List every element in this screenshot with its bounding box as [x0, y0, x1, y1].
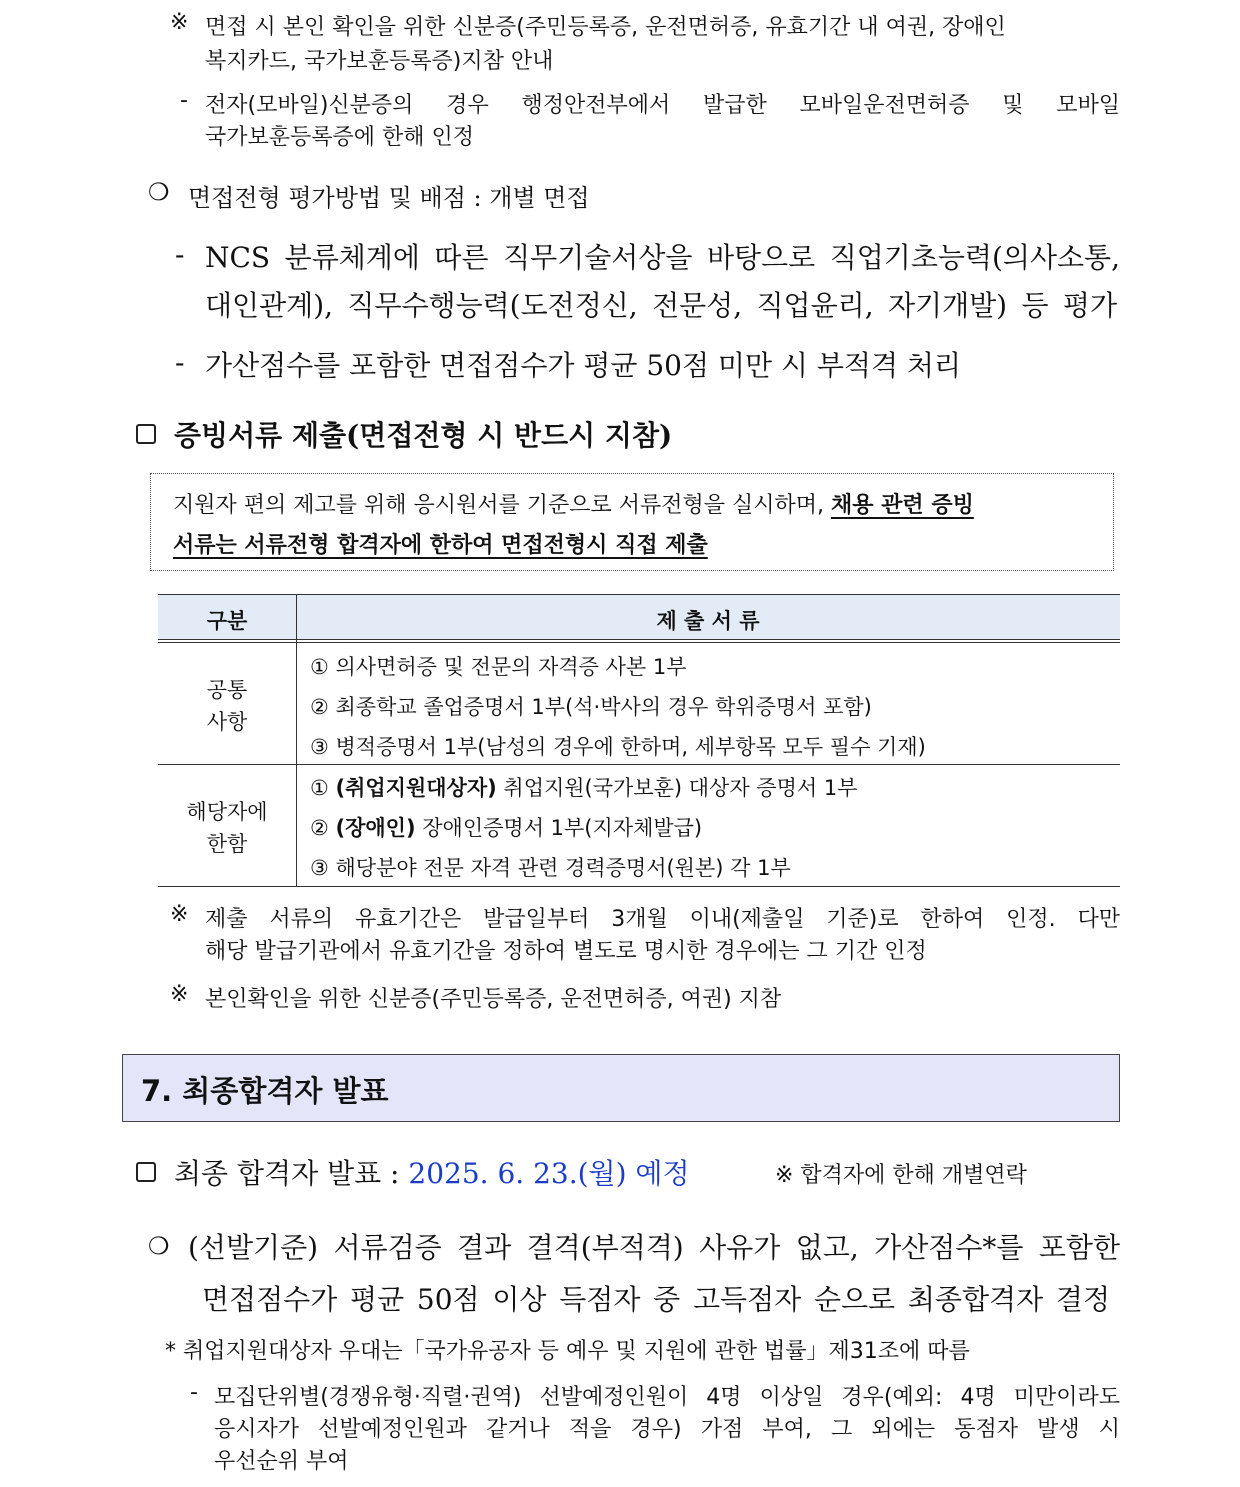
- announce-date: 2025. 6. 23.(월) 예정: [408, 1157, 690, 1190]
- note-mark: ※: [170, 982, 189, 1007]
- table-row: ② 최종학교 졸업증명서 1부(석·박사의 경우 학위증명서 포함): [310, 695, 872, 719]
- documents-notice-box: [150, 473, 1114, 571]
- col-header-category: 구분: [206, 609, 248, 633]
- checkbox-square-icon: [136, 1162, 156, 1182]
- checkbox-square-icon: [136, 424, 156, 444]
- group-applicable-label: 한함: [206, 832, 248, 856]
- group-common-label: 공통: [206, 678, 248, 702]
- footnote-detail-line3: 우선순위 부여: [214, 1449, 349, 1474]
- announce-line: [174, 1152, 690, 1192]
- dash: -: [175, 346, 185, 379]
- dash: -: [175, 238, 185, 271]
- group-applicable-label: 해당자에: [186, 800, 268, 824]
- criteria-line1: (선발기준) 서류검증 결과 결격(부적격) 사유가 없고, 가산점수*를 포함한: [188, 1231, 1120, 1264]
- notice-plain-text: 지원자 편의 제고를 위해 응시원서를 기준으로 서류전형을 실시하며,: [173, 493, 825, 518]
- documents-title: 증빙서류 제출(면접전형 시 반드시 지참): [174, 419, 673, 452]
- table-row: ③ 해당분야 전문 자격 관련 경력증명서(원본) 각 1부: [310, 856, 791, 880]
- table-row: ① (취업지원대상자) 취업지원(국가보훈) 대상자 증명서 1부: [310, 776, 858, 800]
- notice-bold-line2: 서류는 서류전형 합격자에 한하여 면접전형시 직접 제출: [173, 533, 708, 558]
- id-bring-note: 본인확인을 위한 신분증(주민등록증, 운전면허증, 여권) 지참: [205, 987, 782, 1012]
- dash: -: [190, 1380, 198, 1405]
- id-note-line2: 복지카드, 국가보훈등록증)지참 안내: [205, 49, 554, 74]
- footnote-detail-line1: 모집단위별(경쟁유형·직렬·권역) 선발예정인원이 4명 이상일 경우(예외: 4명 미만이라도: [214, 1385, 1120, 1410]
- footnote-detail-line2: 응시자가 선발예정인원과 같거나 적을 경우) 가점 부여, 그 외에는 동점자 발생 시: [214, 1417, 1120, 1442]
- validity-note-line1: 제출 서류의 유효기간은 발급일부터 3개월 이내(제출일 기준)로 한하여 인정. 다만: [205, 907, 1120, 932]
- note-mark: ※: [170, 10, 189, 35]
- interview-eval-item1-line1: NCS 분류체계에 따른 직무기술서상을 바탕으로 직업기초능력(의사소통,: [205, 241, 1120, 274]
- table-row: ① 의사면허증 및 전문의 자격증 사본 1부: [310, 655, 687, 679]
- circle-bullet-icon: ❍: [148, 178, 170, 206]
- col-header-documents: 제 출 서 류: [656, 609, 760, 633]
- footnote: * 취업지원대상자 우대는「국가유공자 등 예우 및 지원에 관한 법률」제31조에 따름: [165, 1339, 970, 1364]
- note-mark: ※: [170, 902, 189, 927]
- table-row: ② (장애인) 장애인증명서 1부(지자체발급): [310, 816, 703, 840]
- mobile-id-line2: 국가보훈등록증에 한해 인정: [205, 125, 475, 150]
- table-row: ③ 병적증명서 1부(남성의 경우에 한하며, 세부항목 모두 필수 기재): [310, 735, 926, 759]
- section-7-title: 7. 최종합격자 발표: [141, 1074, 389, 1108]
- notice-bold-text: 채용 관련 증빙: [831, 493, 974, 518]
- circle-bullet-icon: ❍: [148, 1232, 170, 1260]
- section-7-header: [122, 1054, 1120, 1122]
- mobile-id-line1: 전자(모바일)신분증의 경우 행정안전부에서 발급한 모바일운전면허증 및 모바일: [205, 93, 1120, 118]
- id-note-line1: 면접 시 본인 확인을 위한 신분증(주민등록증, 운전면허증, 유효기간 내 여권, 장애인: [205, 15, 1006, 40]
- interview-eval-item2: 가산점수를 포함한 면접점수가 평균 50점 미만 시 부적격 처리: [205, 349, 961, 382]
- announce-label: 최종 합격자 발표 :: [174, 1157, 400, 1190]
- interview-eval-title: 면접전형 평가방법 및 배점 : 개별 면접: [188, 184, 590, 212]
- announce-note: ※ 합격자에 한해 개별연락: [775, 1163, 1027, 1188]
- dash: -: [180, 88, 188, 113]
- group-common-label: 사항: [206, 710, 248, 734]
- interview-eval-item1-line2: 대인관계), 직무수행능력(도전정신, 전문성, 직업윤리, 자기개발) 등 평가: [205, 289, 1117, 322]
- validity-note-line2: 해당 발급기관에서 유효기간을 정하여 별도로 명시한 경우에는 그 기간 인정: [205, 939, 927, 964]
- criteria-line2: 면접점수가 평균 50점 이상 득점자 중 고득점자 순으로 최종합격자 결정: [202, 1283, 1110, 1316]
